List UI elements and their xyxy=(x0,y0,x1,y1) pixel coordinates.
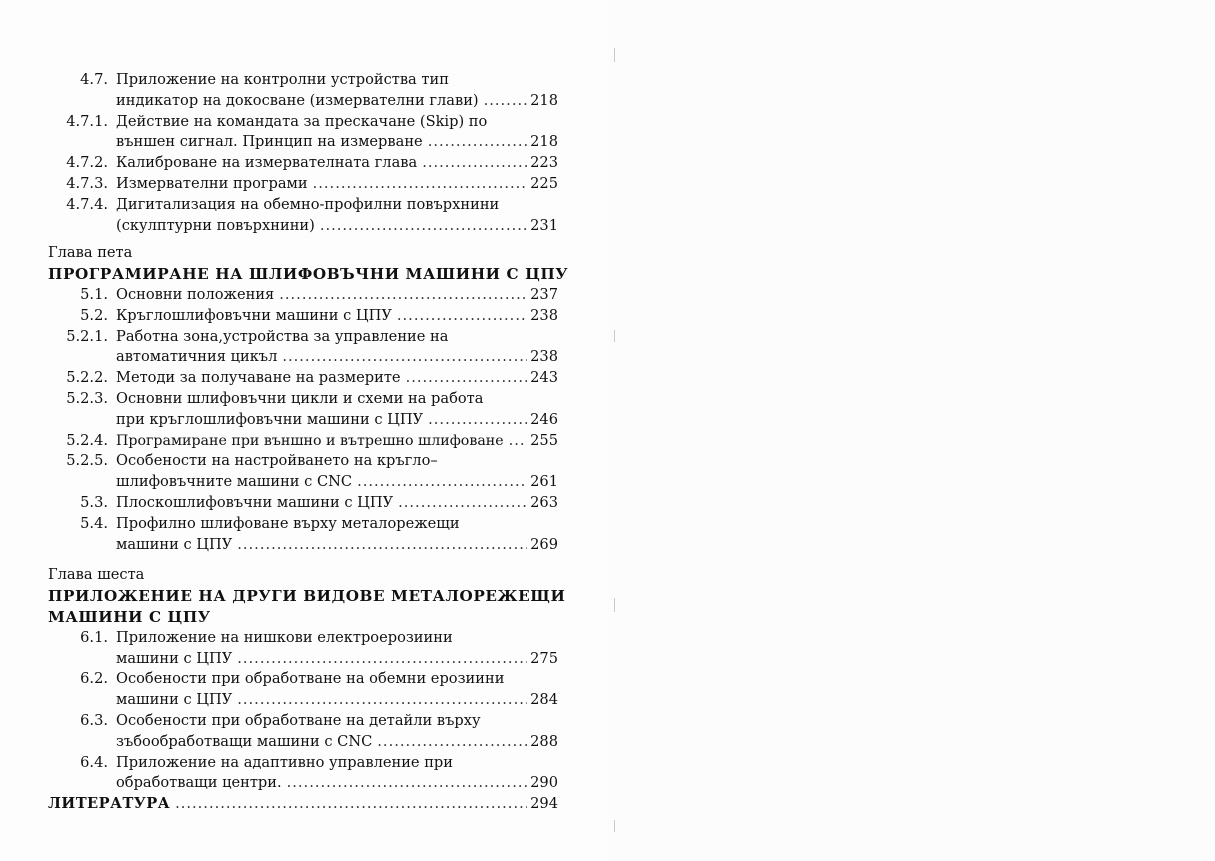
toc-leader-dots xyxy=(397,306,527,327)
toc-leader-dots xyxy=(287,773,528,794)
toc-leader-dots xyxy=(175,794,527,815)
toc-entry-6-2-cont[interactable] xyxy=(48,690,558,711)
toc-title: Калиброване на измервателната глава xyxy=(116,154,418,172)
toc-page-number: 237 xyxy=(530,285,558,303)
toc-page-number: 243 xyxy=(530,369,558,387)
toc-page-number: 284 xyxy=(530,691,558,709)
toc-title: Плоскошлифовъчни машини с ЦПУ xyxy=(116,493,394,511)
toc-number: 4.7. xyxy=(80,71,108,88)
toc-entry-4-7-1[interactable] xyxy=(48,112,558,133)
toc-page-number: 218 xyxy=(530,133,558,151)
toc-page-number: 290 xyxy=(530,774,558,792)
toc-page-number: 238 xyxy=(530,348,558,366)
toc-entry-5-2-3-cont[interactable] xyxy=(48,410,558,431)
toc-title: Приложение на нишкови електроерозиини xyxy=(116,628,453,646)
toc-title: Основни положения xyxy=(116,285,275,303)
toc-title: зъбообработващи машини с CNC xyxy=(116,732,373,750)
toc-leader-dots xyxy=(422,153,527,174)
toc-leader-dots xyxy=(320,216,527,237)
toc-page-number: 288 xyxy=(530,732,558,750)
toc-entry-4-7-1-cont[interactable] xyxy=(48,132,558,153)
toc-title: Измервателни програми xyxy=(116,174,308,192)
toc-leader-dots xyxy=(509,431,527,452)
chapter-label: Глава шеста xyxy=(48,566,145,584)
toc-leader-dots xyxy=(428,132,527,153)
toc-title: Особености при обработване на обемни ерозиини xyxy=(116,670,505,688)
toc-entry-5-2-5[interactable] xyxy=(48,451,558,472)
toc-entry-5-4-cont[interactable] xyxy=(48,535,558,556)
toc-title: машини с ЦПУ xyxy=(116,691,233,709)
toc-entry-6-3[interactable] xyxy=(48,711,558,732)
toc-number: 5.1. xyxy=(80,285,108,303)
toc-title: Кръглошлифовъчни машини с ЦПУ xyxy=(116,306,392,324)
toc-leader-dots xyxy=(279,285,527,306)
toc-number: 5.2.4. xyxy=(66,431,108,449)
toc-leader-dots xyxy=(484,91,528,112)
toc-title: Основни шлифовъчни цикли и схеми на работа xyxy=(116,389,484,407)
toc-page-number: 218 xyxy=(530,91,558,109)
toc-title: Работна зона,устройства за управление на xyxy=(116,327,449,345)
toc-leader-dots xyxy=(377,732,527,753)
toc-title: (скулптурни повърхнини) xyxy=(116,216,315,234)
chapter-title-cont[interactable]: МАШИНИ С ЦПУ xyxy=(48,607,211,626)
toc-page-number: 225 xyxy=(530,174,558,192)
toc-number: 5.3. xyxy=(80,493,108,511)
toc-title: обработващи центри. xyxy=(116,774,282,792)
toc-number: 6.1. xyxy=(80,628,108,646)
toc-entry-5-2-1-cont[interactable] xyxy=(48,347,558,368)
toc-entry-4-7-3[interactable] xyxy=(48,174,558,195)
toc-entry-4-7[interactable] xyxy=(48,70,558,91)
toc-number: 5.4. xyxy=(80,514,108,532)
toc-page-number: 275 xyxy=(530,649,558,667)
toc-entry-literature[interactable] xyxy=(48,794,558,815)
toc-page-number: 238 xyxy=(530,306,558,324)
toc-page-number: 294 xyxy=(530,795,558,813)
toc-page-number: 246 xyxy=(530,410,558,428)
page-fold-mark xyxy=(614,330,615,342)
toc-leader-dots xyxy=(237,690,527,711)
toc-entry-6-4-cont[interactable] xyxy=(48,773,558,794)
toc-leader-dots xyxy=(428,410,527,431)
toc-title: външен сигнал. Принцип на измерване xyxy=(116,133,423,151)
toc-entry-6-3-cont[interactable] xyxy=(48,732,558,753)
toc-page-number: 261 xyxy=(530,473,558,491)
toc-leader-dots xyxy=(406,368,528,389)
toc-title: Действие на командата за прескачане (Skip) по xyxy=(116,112,488,130)
toc-number: 5.2.2. xyxy=(66,369,108,387)
toc-entry-5-2-5-cont[interactable] xyxy=(48,472,558,493)
toc-entry-5-2-4[interactable] xyxy=(48,431,558,452)
toc-number: 5.2.3. xyxy=(66,389,108,407)
toc-number: 5.2.1. xyxy=(66,327,108,345)
toc-entry-5-2-3[interactable] xyxy=(48,389,558,410)
toc-number: 4.7.3. xyxy=(66,174,108,192)
page-fold-mark xyxy=(614,48,615,62)
toc-title: Приложение на контролни устройства тип xyxy=(116,71,449,88)
toc-entry-5-2-1[interactable] xyxy=(48,327,558,348)
toc-number: 6.3. xyxy=(80,711,108,729)
toc-page-number: 263 xyxy=(530,493,558,511)
toc-title: Дигитализация на обемно-профилни повърхнини xyxy=(116,195,500,213)
toc-leader-dots xyxy=(398,493,527,514)
toc-leader-dots xyxy=(237,649,527,670)
toc-title: индикатор на докосване (измервателни глави) xyxy=(116,91,479,109)
toc-leader-dots xyxy=(237,535,527,556)
toc-number: 4.7.2. xyxy=(66,154,108,172)
toc-title: машини с ЦПУ xyxy=(116,535,233,553)
table-of-contents xyxy=(48,70,569,815)
toc-page-number: 269 xyxy=(530,535,558,553)
toc-entry-5-4[interactable] xyxy=(48,514,558,535)
toc-title: при кръглошлифовъчни машини с ЦПУ xyxy=(116,410,424,428)
toc-leader-dots xyxy=(282,347,527,368)
toc-title: Приложение на адаптивно управление при xyxy=(116,753,453,771)
toc-entry-5-1[interactable] xyxy=(48,285,558,306)
toc-page-number: 231 xyxy=(530,216,558,234)
toc-number: 5.2. xyxy=(80,306,108,324)
toc-title: Профилно шлифоване върху металорежещи xyxy=(116,514,460,532)
toc-title: Програмиране при външно и вътрешно шлифоване xyxy=(116,432,504,449)
chapter-title[interactable]: ПРОГРАМИРАНЕ НА ШЛИФОВЪЧНИ МАШИНИ С ЦПУ xyxy=(48,265,569,284)
chapter-label: Глава пета xyxy=(48,244,133,262)
page-fold-mark xyxy=(614,820,615,832)
toc-entry-4-7-2[interactable] xyxy=(48,153,558,174)
toc-entry-6-2[interactable] xyxy=(48,669,558,690)
toc-number: 6.4. xyxy=(80,753,108,771)
right-page xyxy=(608,0,1215,861)
toc-number: 6.2. xyxy=(80,670,108,688)
toc-title: машини с ЦПУ xyxy=(116,649,233,667)
toc-title: Методи за получаване на размерите xyxy=(116,369,401,387)
toc-title: Особености при обработване на детайли върху xyxy=(116,711,481,729)
toc-title: Особености на настройването на кръгло– xyxy=(116,452,438,470)
toc-page-number: 223 xyxy=(530,154,558,172)
toc-page-number: 255 xyxy=(530,431,558,449)
toc-number: 4.7.1. xyxy=(66,112,108,130)
toc-entry-4-7-4[interactable] xyxy=(48,195,558,216)
chapter-title[interactable]: ПРИЛОЖЕНИЕ НА ДРУГИ ВИДОВЕ МЕТАЛОРЕЖЕЩИ xyxy=(48,587,566,606)
toc-entry-6-1[interactable] xyxy=(48,628,558,649)
toc-entry-6-1-cont[interactable] xyxy=(48,649,558,670)
toc-entry-5-2[interactable] xyxy=(48,306,558,327)
toc-number: 5.2.5. xyxy=(66,452,108,470)
toc-title: ЛИТЕРАТУРА xyxy=(48,795,171,813)
toc-entry-4-7-cont[interactable] xyxy=(48,91,558,112)
toc-number: 4.7.4. xyxy=(66,195,108,213)
toc-title: шлифовъчните машини с CNC xyxy=(116,473,353,491)
toc-entry-4-7-4-cont[interactable] xyxy=(48,216,558,237)
toc-entry-5-2-2[interactable] xyxy=(48,368,558,389)
page-fold-mark xyxy=(614,598,615,612)
toc-leader-dots xyxy=(313,174,528,195)
toc-entry-6-4[interactable] xyxy=(48,753,558,774)
toc-title: автоматичния цикъл xyxy=(116,348,278,366)
toc-leader-dots xyxy=(357,472,527,493)
toc-entry-5-3[interactable] xyxy=(48,493,558,514)
